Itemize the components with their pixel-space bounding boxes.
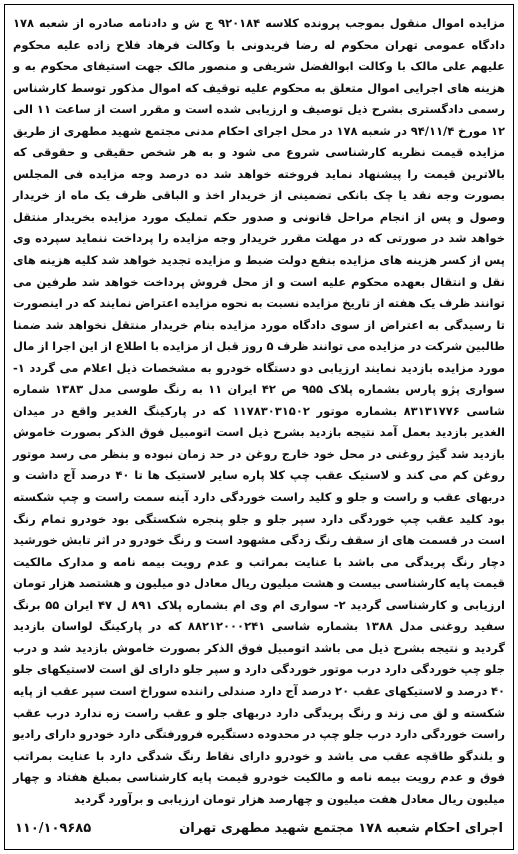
reference-number: ۱۱۰/۱۰۹۶۸۵ — [15, 820, 92, 836]
issuer-signature-line: اجرای احکام شعبه ۱۷۸ مجتمع شهید مطهری تهران — [179, 820, 503, 836]
notice-footer — [15, 815, 503, 841]
auction-notice — [4, 4, 514, 850]
notice-body-text: مزایده اموال منقول بموجب پرونده کلاسه ۹۲۰۱۸۴ ج ش و دادنامه صادره از شعبه ۱۷۸ دادگاه عمومی تهران محکوم له رضا فریدونی با وکالت فرهاد فلاح زاده علیه محکوم علیهم علی مالک با وکالت ابوالفضل شریفی و منصور مالک جهت استیفای محکوم به و هزینه های اجرایی اموال متعلق به محکوم علیه توقیف که اموال مذکور توسط کارشناس رسمی دادگستری بشرح ذیل توصیف و ارزیابی شده است و مقرر است از ساعت ۱۱ الی ۱۲ مورخ ۹۴/۱۱/۴ در شعبه ۱۷۸ در محل اجرای احکام مدنی مجتمع شهید مطهری از طریق مزایده قیمت نظریه کارشناسی شروع می شود و به هر شخص حقیقی و حقوقی که بالاترین قیمت را پیشنهاد نماید فروخته خواهد شد ده درصد وجه مزایده فی المجلس بصورت وجه نقد یا چک بانکی تضمینی از خریدار اخذ و الباقی ظرف یک ماه از خریدار وصول و پس از انجام مراحل قانونی و صدور حکم تملیک مورد مزایده بخریدار منتقل خواهد شد در صورتی که در مهلت مقرر خریدار وجه مزایده را پرداخت ننماید سپرده وی پس از کسر هزینه های مزایده بنفع دولت ضبط و مزایده تجدید خواهد شد کلیه هزینه های نقل و انتقال بعهده محکوم علیه است و از محل فروش پرداخت خواهد شد طرفین می توانند ظرف یک هفته از تاریخ مزایده نسبت به نحوه مزایده اعتراض نمایند که در اینصورت تا رسیدگی به اعتراض از سوی دادگاه مورد مزایده بنام خریدار منتقل نخواهد شد ضمنا طالبین شرکت در مزایده می توانند ظرف ۵ روز قبل از مزایده با اطلاع از این اجرا از مال مورد مزایده بازدید نمایند ارزیابی دو دستگاه خودرو به مشخصات ذیل اعلام می گردد ۱- سواری پژو پارس بشماره پلاک ۹۵۵ ص ۴۲ ایران ۱۱ به رنگ طوسی مدل ۱۳۸۳ شماره شاسی ۸۳۱۳۱۷۷۶ بشماره موتور ۱۱۷۸۳۰۳۱۵۰۲ که در پارکینگ الغدیر واقع در میدان الغدیر بازدید بعمل آمد نتیجه بازدید بشرح ذیل است اتومبیل فوق الذکر بصورت خاموش بازدید شد گیژ روغنی در محل خود خارج روغن در حد زمان نبوده و بنظر می رسد موتور روغن کم می کند و لاستیک عقب چپ کلا پاره سایر لاستیک ها تا ۴۰ درصد آج داشت و دربهای عقب و راست و جلو و کلید راست خوردگی دارد آینه سمت راست و چپ شکسته بود کلید عقب چپ خوردگی دارد سپر جلو و جلو پنجره شکستگی بود خودرو تمام رنگ است در قسمت های از سقف رنگ زدگی مشهود است و رنگ خودرو در اثر تابش خورشید دچار رنگ پریدگی می باشد با عنایت بمراتب و عدم رویت بیمه نامه و مدارک مالکیت قیمت پایه کارشناسی بیست و هشت میلیون ریال معادل دو میلیون و هشتصد هزار تومان ارزیابی و کارشناسی گردید ۲- سواری ام وی ام بشماره پلاک ۸۹۱ ل ۴۷ ایران ۵۵ برنگ سفید روغنی مدل ۱۳۸۸ بشماره شاسی ۸۸۲۱۲۰۰۰۲۴۱ که در پارکینگ لواسان بازدید گردید و نتیجه بشرح ذیل می باشد اتومبیل فوق الذکر بصورت خاموش بازدید شد و درب جلو چپ خوردگی دارد درب موتور خوردگی دارد و سپر جلو دارای لق است لاستیکهای جلو ۴۰ درصد و لاستیکهای عقب ۲۰ درصد آج دارد صندلی راننده سوراخ است سپر عقب از پایه شکسته و لق می زند و رنگ پریدگی دارد دربهای جلو و عقب راست زه ندارد درب عقب راست خوردگی دارد درب جلو چپ در محدوده دستگیره فرورفتگی دارد خودرو دارای رادیو و بلندگو طاقچه عقب می باشد و خودرو دارای نقاط رنگ شدگی دارد با عنایت بمراتب فوق و عدم رویت بیمه نامه و مالکیت خودرو قیمت پایه کارشناسی بمبلغ هفتاد و چهار میلیون ریال معادل هفت میلیون و چهارصد هزار تومان ارزیابی و برآورد گردید — [13, 16, 506, 806]
